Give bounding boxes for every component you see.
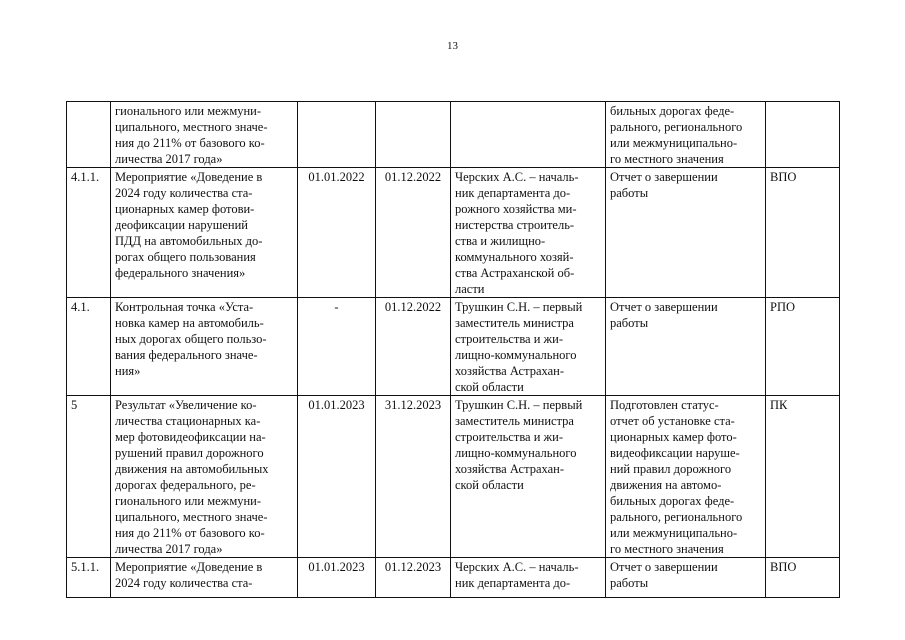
table-row <box>67 558 840 598</box>
row-responsible-cell: Трушкин С.Н. – первый заместитель министра строительства и жи- лищно-коммунального хозяйства Астрахан- ской области <box>451 298 606 396</box>
row-name-cell: Результат «Увеличение ко- личества стационарных ка- мер фотовидеофиксации на- рушений правил дорожного движения на автомобильных дорогах федерального, ре- гионального или межмуни- ципального, местного значе- ния до 211% от базового ко- личества 2017 года» <box>111 396 298 558</box>
row-type-cell: ПК <box>766 396 840 558</box>
row-number-cell: 5.1.1. <box>67 558 111 598</box>
row-type-cell: РПО <box>766 298 840 396</box>
row-result-cell: бильных дорогах феде- рального, регионального или межмуниципально- го местного значения <box>606 102 766 168</box>
row-responsible-cell: Черских А.С. – началь- ник департамента до- <box>451 558 606 598</box>
row-end-date-cell: 01.12.2022 <box>376 168 451 298</box>
row-responsible-cell <box>451 102 606 168</box>
table-row <box>67 298 840 396</box>
row-result-cell: Отчет о завершении работы <box>606 168 766 298</box>
row-start-date-cell: 01.01.2022 <box>298 168 376 298</box>
row-name-cell: Контрольная точка «Уста- новка камер на автомобиль- ных дорогах общего пользо- вания федерального значе- ния» <box>111 298 298 396</box>
row-number-cell <box>67 102 111 168</box>
row-responsible-cell: Трушкин С.Н. – первый заместитель министра строительства и жи- лищно-коммунального хозяйства Астрахан- ской области <box>451 396 606 558</box>
table-row <box>67 396 840 558</box>
row-end-date-cell <box>376 102 451 168</box>
row-start-date-cell: 01.01.2023 <box>298 558 376 598</box>
table-row <box>67 102 840 168</box>
row-result-cell: Подготовлен статус- отчет об установке ста- ционарных камер фото- видеофиксации наруше- ний правил дорожного движения на автомо- бильных дорогах феде- рального, регионального или межмуниципально- го местного значения <box>606 396 766 558</box>
row-start-date-cell <box>298 102 376 168</box>
row-start-date-cell: - <box>298 298 376 396</box>
table-row <box>67 168 840 298</box>
row-name-cell: Мероприятие «Доведение в 2024 году количества ста- ционарных камер фотови- деофиксации нарушений ПДД на автомобильных до- рогах общего пользования федерального значения» <box>111 168 298 298</box>
row-type-cell <box>766 102 840 168</box>
row-end-date-cell: 31.12.2023 <box>376 396 451 558</box>
row-end-date-cell: 01.12.2023 <box>376 558 451 598</box>
plan-table <box>66 101 840 598</box>
row-number-cell: 5 <box>67 396 111 558</box>
row-end-date-cell: 01.12.2022 <box>376 298 451 396</box>
page-number: 13 <box>447 40 458 52</box>
row-name-cell: Мероприятие «Доведение в 2024 году количества ста- <box>111 558 298 598</box>
row-type-cell: ВПО <box>766 558 840 598</box>
row-name-cell: гионального или межмуни- ципального, местного значе- ния до 211% от базового ко- личества 2017 года» <box>111 102 298 168</box>
row-number-cell: 4.1.1. <box>67 168 111 298</box>
row-result-cell: Отчет о завершении работы <box>606 298 766 396</box>
row-type-cell: ВПО <box>766 168 840 298</box>
row-number-cell: 4.1. <box>67 298 111 396</box>
row-result-cell: Отчет о завершении работы <box>606 558 766 598</box>
row-responsible-cell: Черских А.С. – началь- ник департамента до- рожного хозяйства ми- нистерства строитель- ства и жилищно- коммунального хозяй- ства Астраханской об- ласти <box>451 168 606 298</box>
row-start-date-cell: 01.01.2023 <box>298 396 376 558</box>
